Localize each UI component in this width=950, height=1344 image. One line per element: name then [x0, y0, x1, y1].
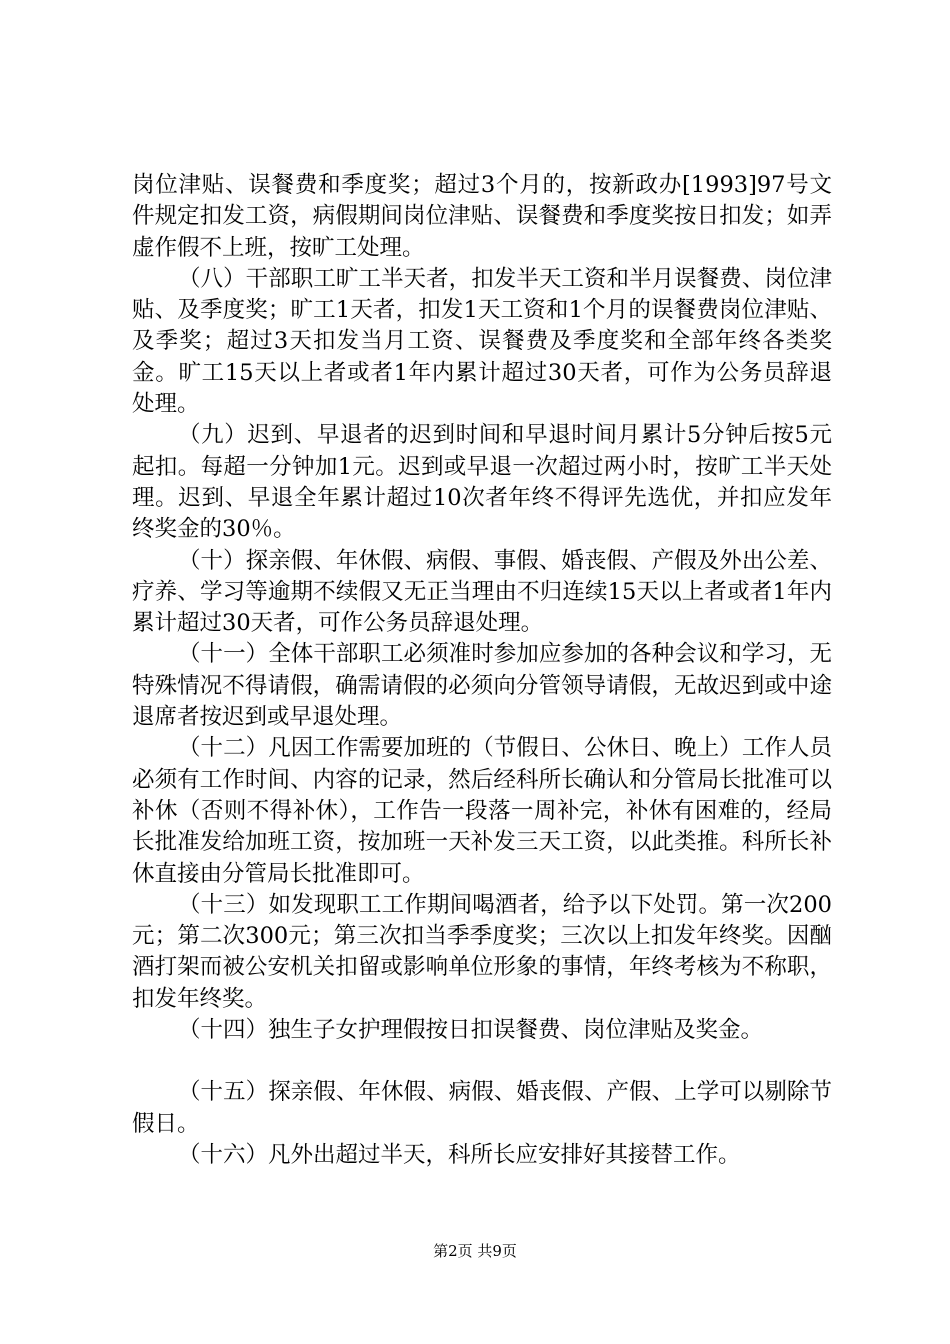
paragraph-item-14: （十四）独生子女护理假按日扣误餐费、岗位津贴及奖金。	[178, 1017, 764, 1044]
paragraph-continuation: 岗位津贴、误餐费和季度奖；超过3个月的，按新政办[1993]97号文件规定扣发工资，病假期间岗位津贴、误餐费和季度奖按日扣发；如弄虚作假不上班，按旷工处理。	[132, 172, 832, 261]
paragraph-item-12: （十二）凡因工作需要加班的（节假日、公休日、晚上）工作人员必须有工作时间、内容的记录，然后经科所长确认和分管局长批准可以补休（否则不得补休），工作告一段落一周补完，补休有困难的，经局长批准发给加班工资，按加班一天补发三天工资，以此类推。科所长补休直接由分管局长批准即可。	[132, 735, 832, 887]
paragraph-item-15: （十五）探亲假、年休假、病假、婚丧假、产假、上学可以剔除节假日。	[132, 1079, 832, 1137]
paragraph-item-16: （十六）凡外出超过半天，科所长应安排好其接替工作。	[178, 1141, 741, 1168]
paragraph-item-10: （十）探亲假、年休假、病假、事假、婚丧假、产假及外出公差、疗养、学习等逾期不续假又无正当理由不归连续15天以上者或者1年内累计超过30天者，可作公务员辞退处理。	[132, 547, 832, 637]
paragraph-item-8: （八）干部职工旷工半天者，扣发半天工资和半月误餐费、岗位津贴、及季度奖；旷工1天者，扣发1天工资和1个月的误餐费岗位津贴、及季奖；超过3天扣发当月工资、误餐费及季度奖和全部年终各类奖金。旷工15天以上者或者1年内累计超过30天者，可作为公务员辞退处理。	[132, 265, 832, 418]
document-body	[132, 170, 832, 1171]
paragraph-item-13: （十三）如发现职工工作期间喝酒者，给予以下处罚。第一次200元；第二次300元；第三次扣当季季度奖；三次以上扣发年终奖。因酗酒打架而被公安机关扣留或影响单位形象的事情，年终考核为不称职，扣发年终奖。	[132, 891, 832, 1012]
paragraph-item-11: （十一）全体干部职工必须准时参加应参加的各种会议和学习，无特殊情况不得请假，确需请假的必须向分管领导请假，无故迟到或中途退席者按迟到或早退处理。	[132, 641, 832, 731]
page-number-footer: 第2页 共9页	[433, 1242, 517, 1260]
blank-line	[132, 1046, 832, 1077]
paragraph-item-9: （九）迟到、早退者的迟到时间和早退时间月累计5分钟后按5元起扣。每超一分钟加1元。迟到或早退一次超过两小时，按旷工半天处理。迟到、早退全年累计超过10次者年终不得评先选优，并扣应发年终奖金的30％。	[132, 422, 832, 543]
